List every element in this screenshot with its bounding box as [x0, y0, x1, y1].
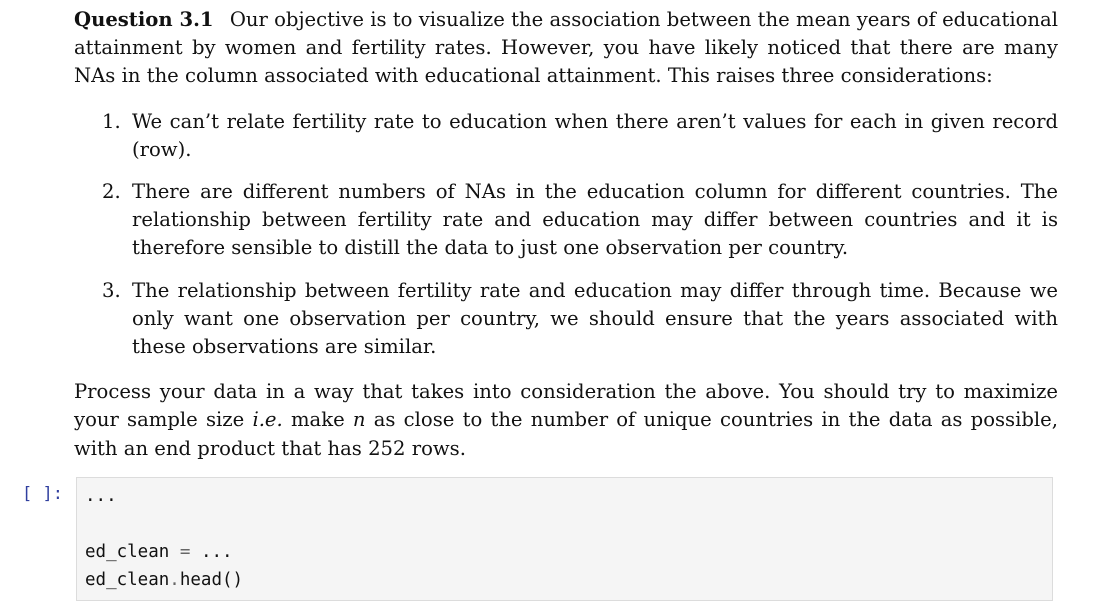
closing-paragraph	[74, 378, 1058, 463]
method-call-token: head()	[179, 570, 244, 590]
assign-operator: =	[179, 542, 191, 562]
considerations-list	[74, 108, 1058, 362]
dot-operator: .	[169, 570, 180, 590]
question-intro-paragraph	[74, 6, 1058, 91]
list-item-text: The relationship between fertility rate and education may differ through time. Because we only want one observation per country, we should ensure that the years associated with these observations are similar.	[132, 278, 1058, 359]
cell-prompt: [ ]:	[22, 484, 63, 504]
list-item	[74, 108, 1058, 164]
list-item	[74, 277, 1058, 362]
closing-text-part2: make	[282, 408, 353, 432]
list-item-number: 3.	[102, 278, 121, 302]
ellipsis-token: ...	[85, 486, 117, 506]
markdown-cell	[74, 6, 1058, 463]
code-line-3[interactable]	[85, 538, 1044, 566]
list-item-text: There are different numbers of NAs in the education column for different countries. The relationship between fertility rate and education may differ between countries and it is therefore sensible to distill the data to just one observation per country.	[132, 180, 1058, 260]
question-label: Question 3.1	[74, 8, 214, 31]
list-item-number: 2.	[102, 180, 121, 204]
list-item-number: 1.	[102, 109, 121, 133]
code-line-2[interactable]	[85, 510, 1044, 538]
variable-token: ed_clean	[85, 542, 170, 562]
closing-text-part3: as close to the number of unique countries in the data as possible, with an end product that has 252 rows.	[74, 408, 1059, 460]
variable-token: ed_clean	[85, 570, 170, 590]
list-item-text: We can’t relate fertility rate to education when there aren’t values for each in given record (row).	[132, 109, 1058, 161]
ellipsis-token: ...	[200, 542, 233, 562]
closing-text-part1: Process your data in a way that takes into consideration the above. You should try to maximize your sample size	[74, 380, 1058, 432]
closing-n: n	[352, 408, 366, 432]
list-item	[74, 178, 1058, 263]
code-cell-editor[interactable]	[76, 477, 1053, 601]
code-line-4[interactable]	[85, 566, 1044, 594]
closing-ie: i.e.	[252, 408, 283, 432]
code-line-1[interactable]	[85, 482, 1044, 510]
question-intro-text: Our objective is to visualize the association between the mean years of educational attainment by women and fertility rates. However, you have likely noticed that there are many NAs in the column associated with educational attainment. This raises three considerations:	[74, 8, 1058, 88]
